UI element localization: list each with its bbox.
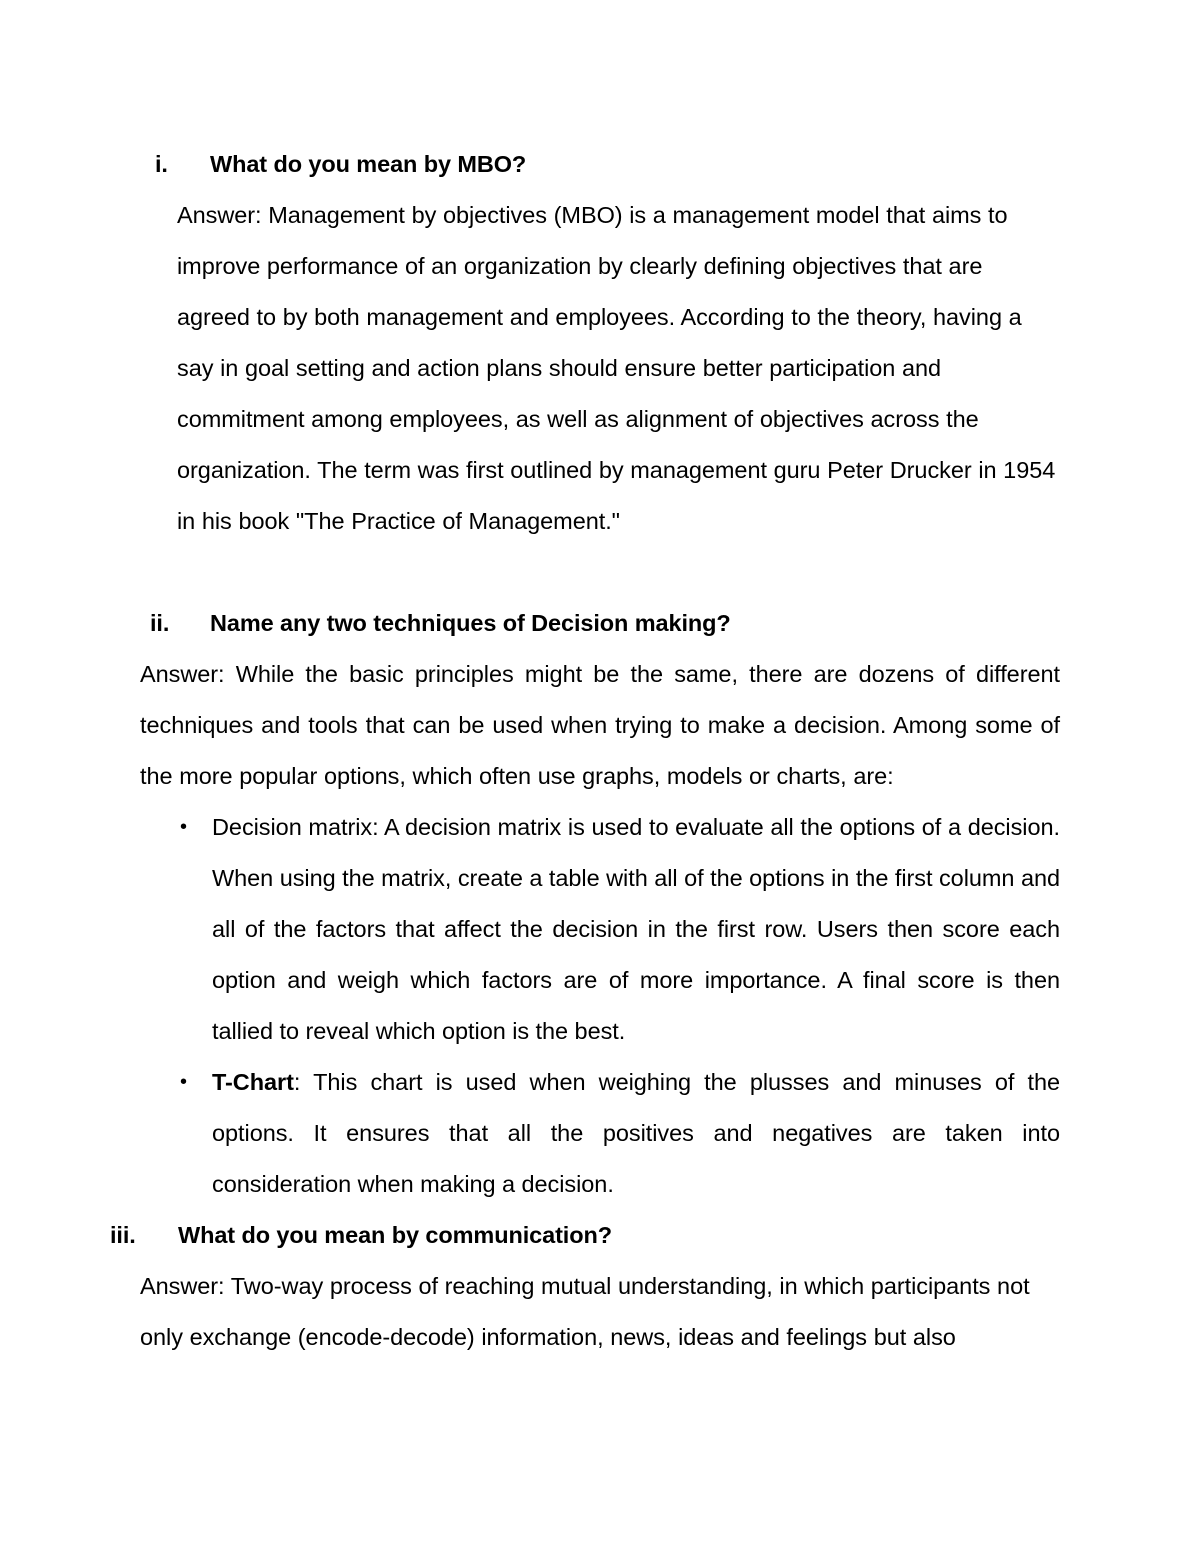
question-heading-text-iii: What do you mean by communication?: [178, 1222, 612, 1248]
list-item: [180, 1057, 1060, 1210]
bullet-point-icon: •: [180, 1071, 187, 1093]
question-marker-ii: ii.: [150, 610, 170, 636]
question-marker-iii: iii.: [110, 1222, 136, 1248]
bullet-point-icon: •: [180, 816, 187, 838]
section-spacer: [0, 547, 1200, 598]
list-item: [180, 802, 1060, 1057]
question-heading-text-ii: Name any two techniques of Decision making?: [210, 610, 731, 636]
decision-technique-list: [0, 802, 1200, 1210]
question-heading-ii: [150, 598, 1200, 649]
list-item-lead-label: T-Chart: [212, 1069, 294, 1095]
answer-text-ii: Answer: While the basic principles might be the same, there are dozens of different techniques and tools that can be used when trying to make a decision. Among some of the more popular options, which often use graphs, models or charts, are:: [140, 661, 1060, 789]
question-marker-i: i.: [155, 151, 168, 177]
answer-text-iii: Answer: Two-way process of reaching mutual understanding, in which participants not only exchange (encode-decode) information, news, ideas and feelings but also: [140, 1273, 1030, 1350]
question-section-ii: [0, 598, 1200, 1210]
question-section-iii: [0, 1210, 1200, 1363]
answer-text-i: Answer: Management by objectives (MBO) is a management model that aims to improve performance of an organization by clearly defining objectives that are agreed to by both management and employees. According to the theory, having a say in goal setting and action plans should ensure better participation and commitment among employees, as well as alignment of objectives across the organization. The term was first outlined by management guru Peter Drucker in 1954 in his book "The Practice of Management.": [177, 202, 1056, 534]
list-item-text: Decision matrix: A decision matrix is used to evaluate all the options of a decision. When using the matrix, create a table with all of the options in the first column and all of the factors that affect the decision in the first row. Users then score each option and weigh which factors are of more importance. A final score is then tallied to reveal which option is the best.: [212, 814, 1060, 1044]
question-section-i: [0, 139, 1200, 547]
list-item-text: : This chart is used when weighing the plusses and minuses of the options. It ensures that all the positives and negatives are taken into consideration when making a decision.: [212, 1069, 1060, 1197]
question-heading-iii: [110, 1210, 1200, 1261]
question-heading-text-i: What do you mean by MBO?: [210, 151, 527, 177]
question-heading-i: [155, 139, 1200, 190]
